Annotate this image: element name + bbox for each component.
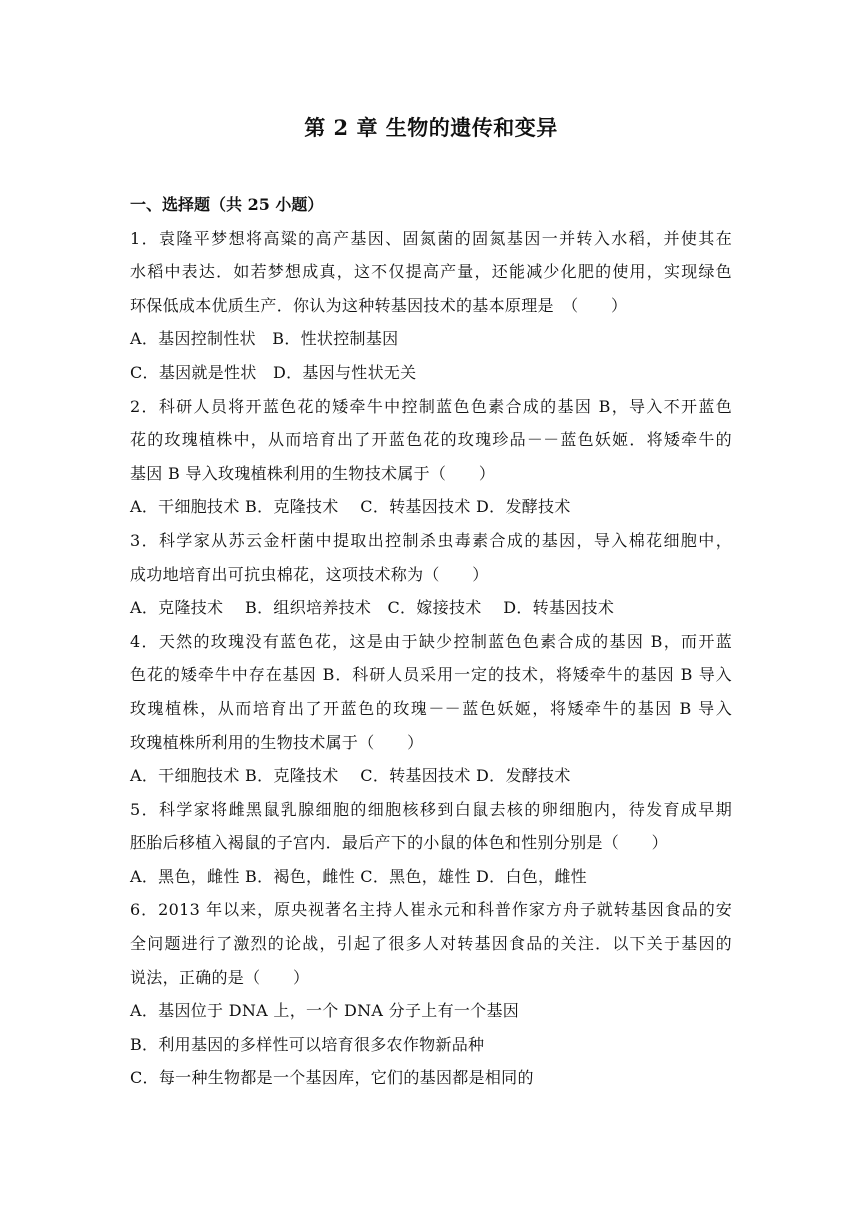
- question-text: [130, 222, 732, 1095]
- text-line: 胚胎后移植入褐鼠的子宫内．最后产下的小鼠的体色和性别分别是（ ）: [130, 833, 668, 853]
- section-heading: 一、选择题（共 25 小题）: [130, 195, 324, 214]
- text-line: 水稻中表达．如若梦想成真，这不仅提高产量，还能减少化肥的使用，实现绿色: [130, 262, 732, 282]
- text-line: A．基因位于 DNA 上，一个 DNA 分子上有一个基因: [130, 1001, 520, 1021]
- text-line: 2．科研人员将开蓝色花的矮牵牛中控制蓝色色素合成的基因 B，导入不开蓝色: [130, 396, 732, 416]
- text-line: 色花的矮牵牛中存在基因 B．科研人员采用一定的技术，将矮牵牛的基因 B 导入: [130, 665, 732, 685]
- text-line: A．黑色，雌性 B．褐色，雌性 C．黑色，雄性 D．白色，雌性: [130, 866, 587, 886]
- text-line: 玫瑰植株所利用的生物技术属于（ ）: [130, 732, 424, 752]
- text-line: B．利用基因的多样性可以培育很多农作物新品种: [130, 1034, 485, 1054]
- text-line: A．克隆技术 B．组织培养技术 C．嫁接技术 D．转基因技术: [130, 598, 615, 618]
- text-line: 玫瑰植株，从而培育出了开蓝色的玫瑰－－蓝色妖姬，将矮牵牛的基因 B 导入: [130, 698, 732, 718]
- text-line: A．干细胞技术 B．克隆技术 C．转基因技术 D．发酵技术: [130, 766, 571, 786]
- text-line: 全问题进行了激烈的论战，引起了很多人对转基因食品的关注．以下关于基因的: [130, 934, 732, 954]
- text-line: 花的玫瑰植株中，从而培育出了开蓝色花的玫瑰珍品－－蓝色妖姬．将矮牵牛的: [130, 430, 732, 450]
- text-line: 基因 B 导入玫瑰植株利用的生物技术属于（ ）: [130, 463, 496, 483]
- text-line: 环保低成本优质生产．你认为这种转基因技术的基本原理是 （ ）: [130, 295, 628, 315]
- text-line: A．基因控制性状 B．性状控制基因: [130, 329, 399, 349]
- text-line: A．干细胞技术 B．克隆技术 C．转基因技术 D．发酵技术: [130, 497, 571, 517]
- chapter-title: 第 2 章 生物的遗传和变异: [304, 115, 558, 140]
- text-line: 3．科学家从苏云金杆菌中提取出控制杀虫毒素合成的基因，导入棉花细胞中，: [130, 530, 732, 550]
- text-line: 4．天然的玫瑰没有蓝色花，这是由于缺少控制蓝色色素合成的基因 B，而开蓝: [130, 631, 732, 651]
- text-line: 5．科学家将雌黑鼠乳腺细胞的细胞核移到白鼠去核的卵细胞内，待发育成早期: [130, 799, 732, 819]
- text-line: 说法，正确的是（ ）: [130, 967, 310, 987]
- text-line: C．每一种生物都是一个基因库，它们的基因都是相同的: [130, 1068, 534, 1088]
- text-line: 6．2013 年以来，原央视著名主持人崔永元和科普作家方舟子就转基因食品的安: [130, 900, 732, 920]
- text-line: 成功地培育出可抗虫棉花，这项技术称为（ ）: [130, 564, 489, 584]
- text-line: 1．袁隆平梦想将高粱的高产基因、固氮菌的固氮基因一并转入水稻，并使其在: [130, 228, 732, 248]
- text-line: C．基因就是性状 D．基因与性状无关: [130, 362, 417, 382]
